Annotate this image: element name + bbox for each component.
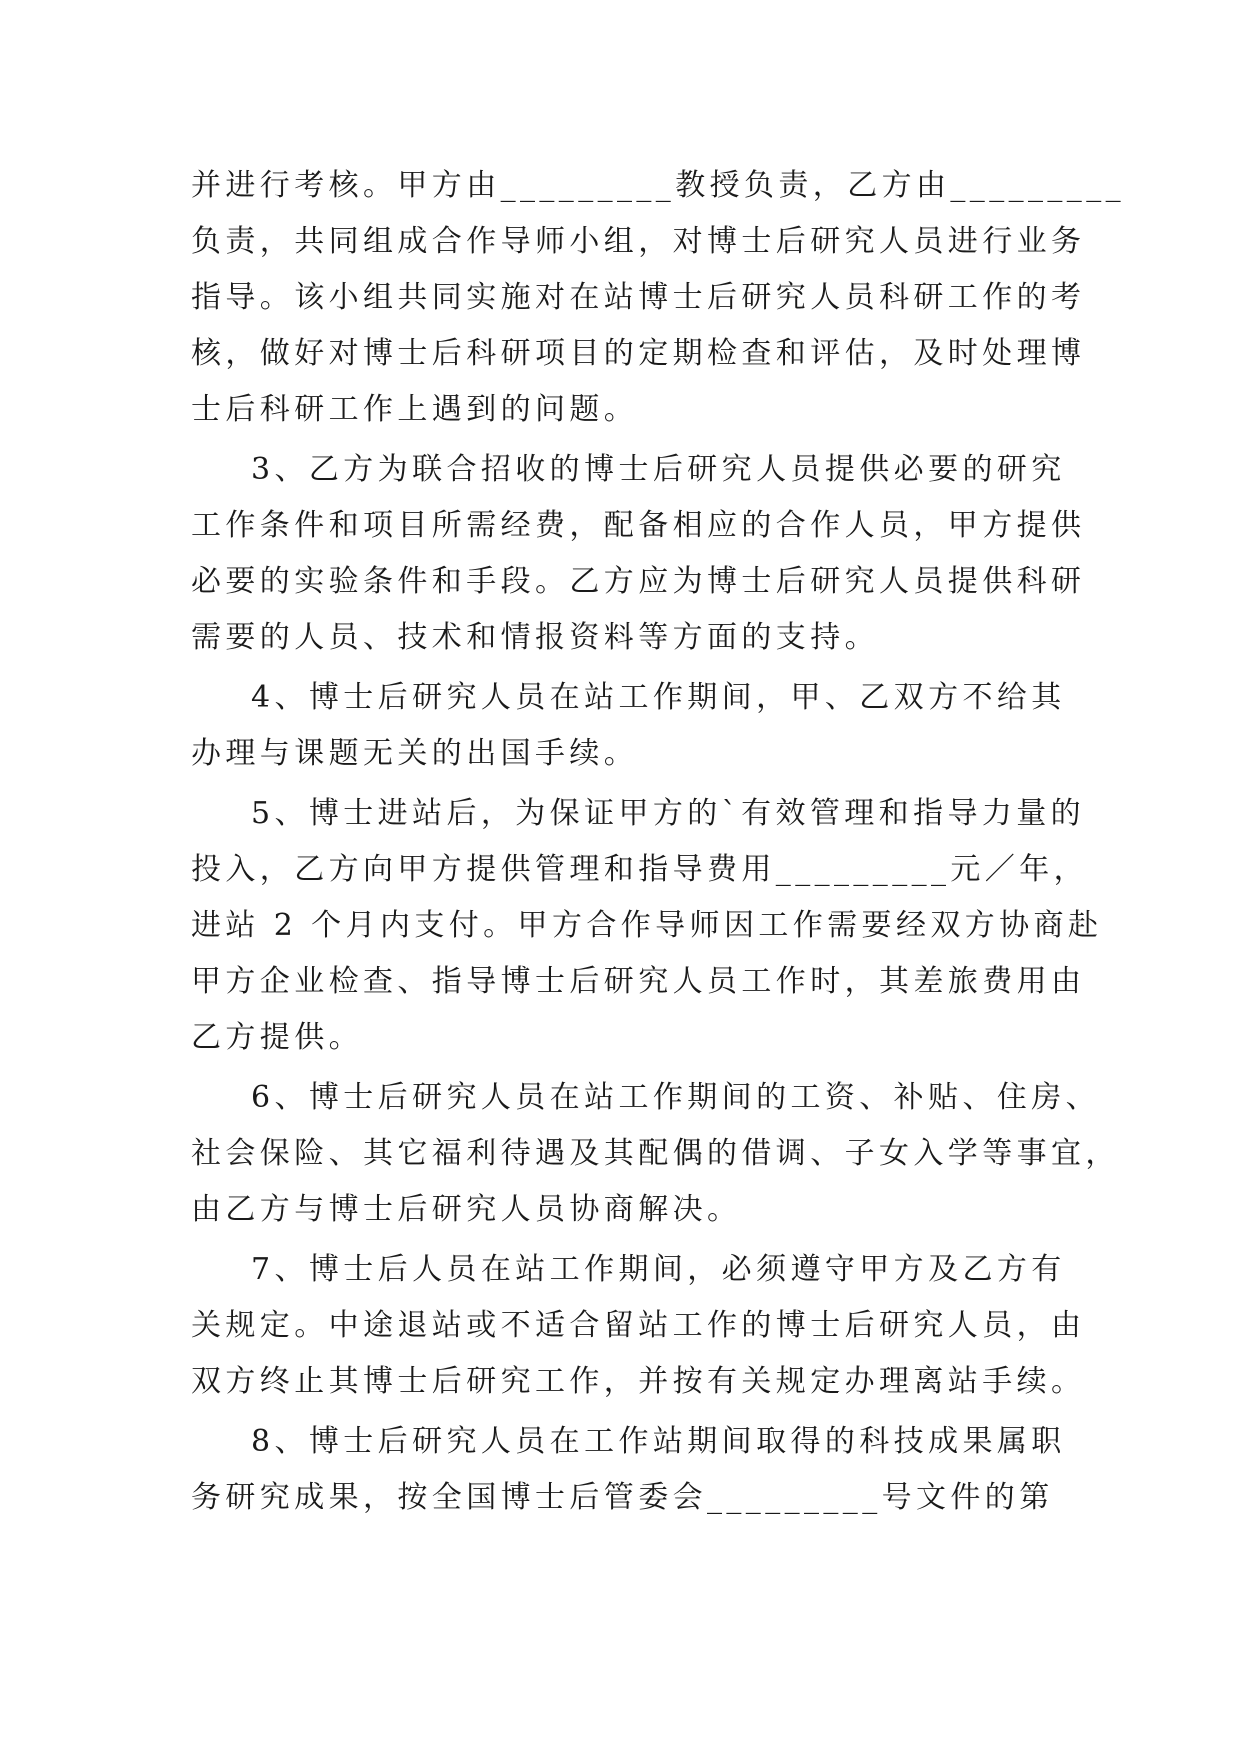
text-line: 关规定。中途退站或不适合留站工作的博士后研究人员，由 (191, 1308, 1086, 1343)
text-line: 办理与课题无关的出国手续。 (191, 736, 639, 771)
text-line: 负责，共同组成合作导师小组，对博士后研究人员进行业务 (191, 224, 1086, 259)
text-line: 工作条件和项目所需经费，配备相应的合作人员，甲方提供 (191, 508, 1086, 543)
text-line: 指导。该小组共同实施对在站博士后研究人员科研工作的考 (191, 280, 1086, 315)
text-line: 社会保险、其它福利待遇及其配偶的借调、子女入学等事宜， (191, 1136, 1120, 1171)
text-line: 甲方企业检查、指导博士后研究人员工作时，其差旅费用由 (191, 964, 1086, 999)
text-line: 乙方提供。 (191, 1020, 363, 1055)
text-line: 由乙方与博士后研究人员协商解决。 (191, 1192, 742, 1227)
paragraph-7-start: 7、博士后人员在站工作期间，必须遵守甲方及乙方有 (251, 1252, 1066, 1287)
text-line: 并进行考核。甲方由_________教授负责，乙方由_________ (191, 168, 1125, 203)
text-line: 核，做好对博士后科研项目的定期检查和评估，及时处理博 (191, 336, 1086, 371)
text-line: 必要的实验条件和手段。乙方应为博士后研究人员提供科研 (191, 564, 1086, 599)
text-line: 双方终止其博士后研究工作，并按有关规定办理离站手续。 (191, 1364, 1086, 1399)
text-line: 投入，乙方向甲方提供管理和指导费用_________元／年， (191, 852, 1088, 887)
text-line: 务研究成果，按全国博士后管委会_________号文件的第 (191, 1480, 1054, 1515)
paragraph-3-start: 3、乙方为联合招收的博士后研究人员提供必要的研究 (251, 452, 1066, 487)
paragraph-4-start: 4、博士后研究人员在站工作期间，甲、乙双方不给其 (251, 680, 1066, 715)
paragraph-8-start: 8、博士后研究人员在工作站期间取得的科技成果属职 (251, 1424, 1066, 1459)
text-line: 进站 2 个月内支付。甲方合作导师因工作需要经双方协商赴 (191, 908, 1103, 943)
paragraph-5-start: 5、博士进站后，为保证甲方的`有效管理和指导力量的 (251, 796, 1086, 831)
text-line: 需要的人员、技术和情报资料等方面的支持。 (191, 620, 879, 655)
text-line: 士后科研工作上遇到的问题。 (191, 392, 639, 427)
paragraph-6-start: 6、博士后研究人员在站工作期间的工资、补贴、住房、 (251, 1080, 1101, 1115)
